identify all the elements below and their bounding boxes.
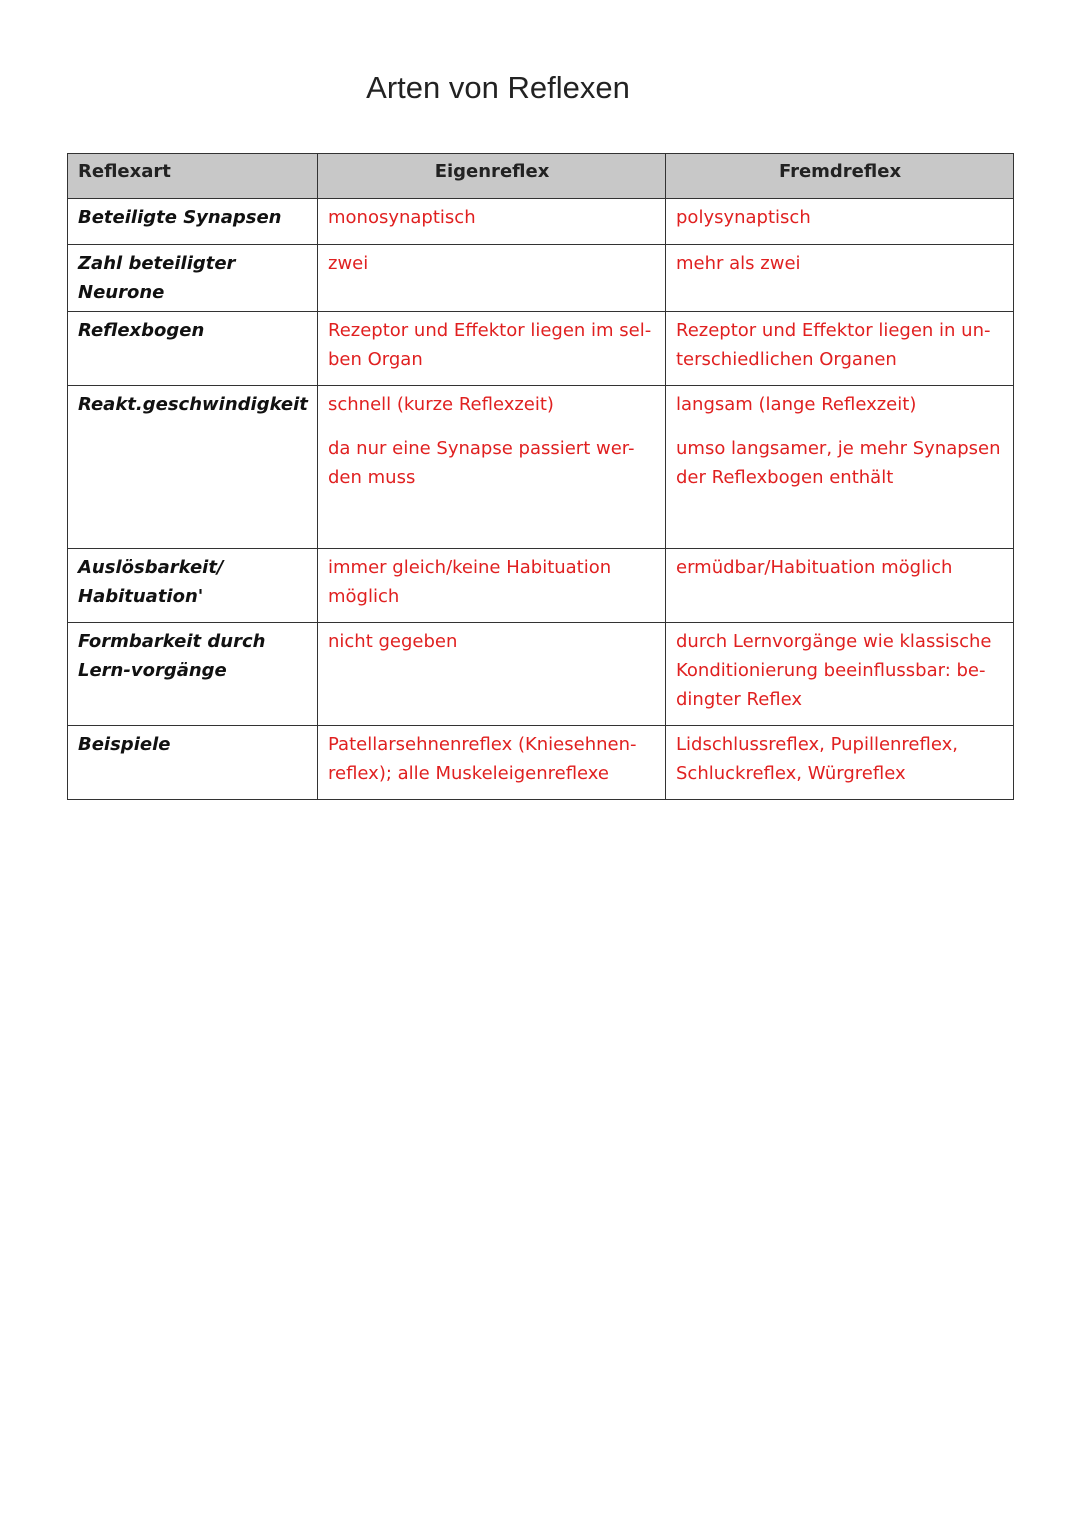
table-row [68,199,1014,245]
cell-text: Rezeptor und Effektor liegen in un-terschiedlichen Organen [676,320,991,370]
cell-text: nicht gegeben [328,631,458,652]
table-row [68,386,1014,549]
row-label-beispiele: Beispiele [68,726,318,800]
row-label-geschwindigkeit: Reakt.geschwindigkeit [68,386,318,549]
cell-eigenreflex [318,623,666,726]
table-row [68,245,1014,312]
header-fremdreflex: Fremdreflex [666,154,1014,199]
cell-eigenreflex [318,726,666,800]
row-label-synapsen: Beteiligte Synapsen [68,199,318,245]
cell-eigenreflex [318,549,666,623]
cell-text: monosynaptisch [328,207,476,228]
row-label-formbarkeit: Formbarkeit durch Lern-vorgänge [68,623,318,726]
table-row [68,623,1014,726]
cell-eigenreflex [318,245,666,312]
cell-text: Lidschlussreflex, Pupillenreflex, Schluckreflex, Würgreflex [676,734,958,784]
header-eigenreflex: Eigenreflex [318,154,666,199]
table-row [68,312,1014,386]
cell-text: schnell (kurze Reflexzeit) [328,394,554,415]
cell-text: ermüdbar/Habituation möglich [676,557,953,578]
cell-text: Patellarsehnenreflex (Kniesehnen-reflex); alle Muskeleigenreflexe [328,734,637,784]
reflex-comparison-table [67,153,1014,800]
cell-text: immer gleich/keine Habituation möglich [328,557,612,607]
table-header-row [68,154,1014,199]
cell-eigenreflex [318,386,666,549]
table-row [68,549,1014,623]
cell-text: langsam (lange Reflexzeit) [676,394,917,415]
cell-eigenreflex [318,199,666,245]
cell-fremdreflex [666,623,1014,726]
cell-text: zwei [328,253,369,274]
cell-fremdreflex [666,726,1014,800]
cell-fremdreflex [666,386,1014,549]
row-label-neurone: Zahl beteiligter Neurone [68,245,318,312]
cell-text: umso langsamer, je mehr Synapsen der Reflexbogen enthält [676,438,1001,488]
cell-eigenreflex [318,312,666,386]
cell-fremdreflex [666,199,1014,245]
cell-text: durch Lernvorgänge wie klassische Konditionierung beeinflussbar: be-dingter Reflex [676,631,992,710]
cell-fremdreflex [666,312,1014,386]
row-label-habituation: Auslösbarkeit/ Habituation' [68,549,318,623]
cell-text: polysynaptisch [676,207,811,228]
page-title: Arten von Reflexen [366,70,630,105]
cell-fremdreflex [666,549,1014,623]
table-row [68,726,1014,800]
header-reflexart: Reflexart [68,154,318,199]
cell-text: mehr als zwei [676,253,801,274]
cell-fremdreflex [666,245,1014,312]
cell-text: Rezeptor und Effektor liegen im sel-ben Organ [328,320,652,370]
row-label-reflexbogen: Reflexbogen [68,312,318,386]
cell-text: da nur eine Synapse passiert wer-den muss [328,438,635,488]
